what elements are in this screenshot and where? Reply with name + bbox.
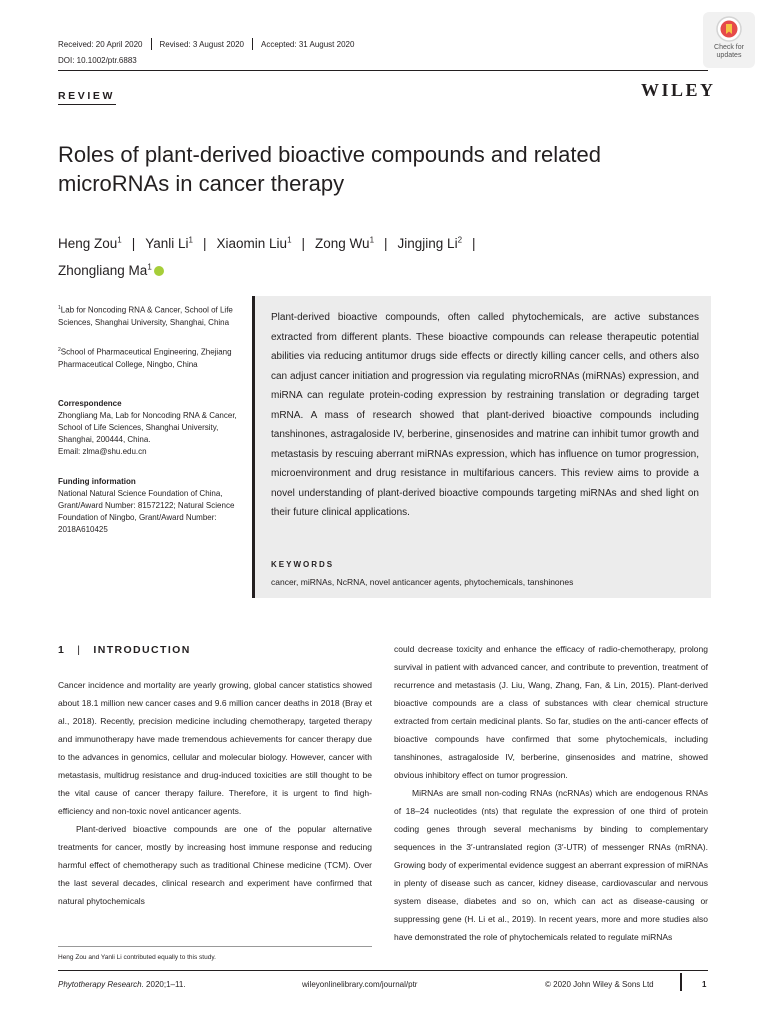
body-column-left [58, 676, 372, 910]
revised-date: Revised: 3 August 2020 [159, 39, 245, 49]
article-title: Roles of plant-derived bioactive compounds and related microRNAs in cancer therapy [58, 142, 601, 196]
affiliation-2: $^2$School of Pharmaceutical Engineering, Zhejiang Pharmaceutical College, Ningbo, China [58, 347, 232, 369]
footnote: Heng Zou and Yanli Li contributed equally to this study. [58, 954, 216, 961]
publisher-logo: WILEY [641, 80, 716, 100]
affiliation-1: $^1$Lab for Noncoding RNA & Cancer, School of Life Sciences, Shanghai University, Shanghai, China [58, 305, 233, 327]
body-column-right [394, 640, 708, 946]
author-name[interactable]: Zong Wu$^1$ [315, 235, 375, 251]
received-date: Received: 20 April 2020 [58, 39, 143, 49]
article-history [58, 38, 354, 50]
footer-divider [680, 973, 682, 991]
journal-url[interactable]: wileyonlinelibrary.com/journal/ptr [302, 980, 418, 989]
correspondence-heading: Correspondence [58, 399, 122, 408]
copyright: © 2020 John Wiley & Sons Ltd [545, 980, 654, 989]
orcid-icon[interactable] [154, 266, 164, 276]
section-heading: 1 | INTRODUCTION [58, 644, 191, 656]
abstract-text: Plant-derived bioactive compounds, often called phytochemicals, are active substances extracted from different plants. These bioactive compounds can release therapeutic potential abilities via reducing antitumor drugs side effects or directly killing cancer cells, and others also can adjust cancer initiation and progression via regulating microRNAs (miRNAs) expression, and miRNA can regulate protein-coding expression by restraining translation or degrading target mRNA. A mass of research showed that plant-derived bioactive compounds including tanshinones, astragaloside IV, berberine, ginsenosides and matrine can inhibit tumor growth and metastasis by rescuing aberrant miRNAs expression, which has influence on tumor progression, microenvironment and drug resistance in multifarious cancers. This review aims to provide a novel understanding of plant-derived bioactive compounds targeting miRNAs and shed light on their future clinical applications. [271, 312, 699, 518]
abstract-box [252, 296, 711, 598]
journal-citation: Phytotherapy Research. 2020;1–11. [58, 980, 186, 989]
correspondence-address: Zhongliang Ma, Lab for Noncoding RNA & Cancer, School of Life Sciences, Shanghai University, Shanghai, 200444, China. [58, 411, 237, 444]
paragraph: MiRNAs are small non-coding RNAs (ncRNAs) which are endogenous RNAs of 18–24 nucleotides (nts) that regulate the expression of one third of protein coding genes through several mechanisms by binding to complementary sequences in the 3′-untranslated region (3′-UTR) of messenger RNAs (mRNA). Growing body of experimental evidence suggest an aberrant expression of miRNAs in plenty of disease such as cancer, kidney disease, cardiovascular and nervous system disease, diabetes and so on, which can act as disease-causing or suppressing gene (H. Li et al., 2019). In recent years, more and more studies also have demonstrated the role of phytochemicals related to regulate miRNAs [394, 788, 708, 942]
keywords-list: cancer, miRNAs, NcRNA, novel anticancer agents, phytochemicals, tanshinones [271, 577, 574, 587]
author-name[interactable]: Yanli Li$^1$ [145, 235, 193, 251]
footer-rule [58, 970, 708, 971]
author-name[interactable]: Xiaomin Liu$^1$ [216, 235, 292, 251]
paragraph: Plant-derived bioactive compounds are one of the popular alternative treatments for cancer, mostly by increasing host immune response and reducing harmful effect of chemotherapy such as traditional Chinese medicine (TCM). Over the last several decades, clinical research and experiment have confirmed that natural phytochemicals [58, 824, 372, 906]
doi-link[interactable]: DOI: 10.1002/ptr.6883 [58, 56, 137, 65]
section-label: REVIEW [58, 90, 116, 102]
funding-text: National Natural Science Foundation of China, Grant/Award Number: 81572122; Natural Science Foundation of Ningbo, Grant/Award Number: 2018A610425 [58, 489, 235, 534]
paragraph: could decrease toxicity and enhance the efficacy of radio-chemotherapy, prolong survival in patient with advanced cancer, and contribute to prevention, treatment of recurrence and metastasis (J. Liu, Wang, Zhang, Fan, & Lin, 2015). Plant-derived bioactive compounds are a class of substances with clear chemical structure extracted from certain medicinal plants. So far, studies on the anti-cancer effects of bioactive compounds have confirmed that some phytochemicals, including tanshinones, astragaloside IV, berberine, ginsenosides and matrine, showed obvious inhibitory effect on tumor progression. [394, 644, 708, 780]
funding-heading: Funding information [58, 477, 136, 486]
author-name[interactable]: Zhongliang Ma$^1$ [58, 262, 152, 278]
author-list: Heng Zou$^1$ | Yanli Li$^1$ | Xiaomin Liu$^1$ | Zong Wu$^1$ | Jingjing Li$^2$ | Zhongliang Ma$^1$iD [58, 228, 678, 283]
correspondence-block [58, 398, 246, 458]
keywords-heading: KEYWORDS [271, 560, 335, 569]
author-name[interactable]: Jingjing Li$^2$ [397, 235, 463, 251]
check-for-updates-label: Check for updates [714, 44, 744, 59]
check-for-updates-badge[interactable] [703, 12, 755, 68]
divider [151, 38, 152, 50]
correspondence-email[interactable]: Email: zlma@shu.edu.cn [58, 447, 147, 456]
header-rule [58, 70, 708, 71]
paragraph: Cancer incidence and mortality are yearly growing, global cancer statistics showed about 18.1 million new cancer cases and 9.6 million cancer deaths in 2018 (Bray et al., 2018). Recently, precision medicine including chemotherapy, targeted therapy and immunotherapy have made tremendous achievements for cancer therapy due to the advances in genomics, cellular and molecular biology. However, cancer with metastasis, multidrug resistance and drug-induced toxicities are still thought to be the vital cause of cancer therapy failure. Therefore, it is urgent to find high-efficiency and non-toxic novel anticancer agents. [58, 680, 372, 816]
accepted-date: Accepted: 31 August 2020 [261, 39, 355, 49]
section-underline [58, 104, 116, 105]
page-number: 1 [702, 980, 707, 989]
bookmark-icon [716, 16, 742, 42]
author-name[interactable]: Heng Zou$^1$ [58, 235, 122, 251]
funding-block [58, 476, 246, 536]
footnote-rule [58, 946, 372, 947]
divider [252, 38, 253, 50]
